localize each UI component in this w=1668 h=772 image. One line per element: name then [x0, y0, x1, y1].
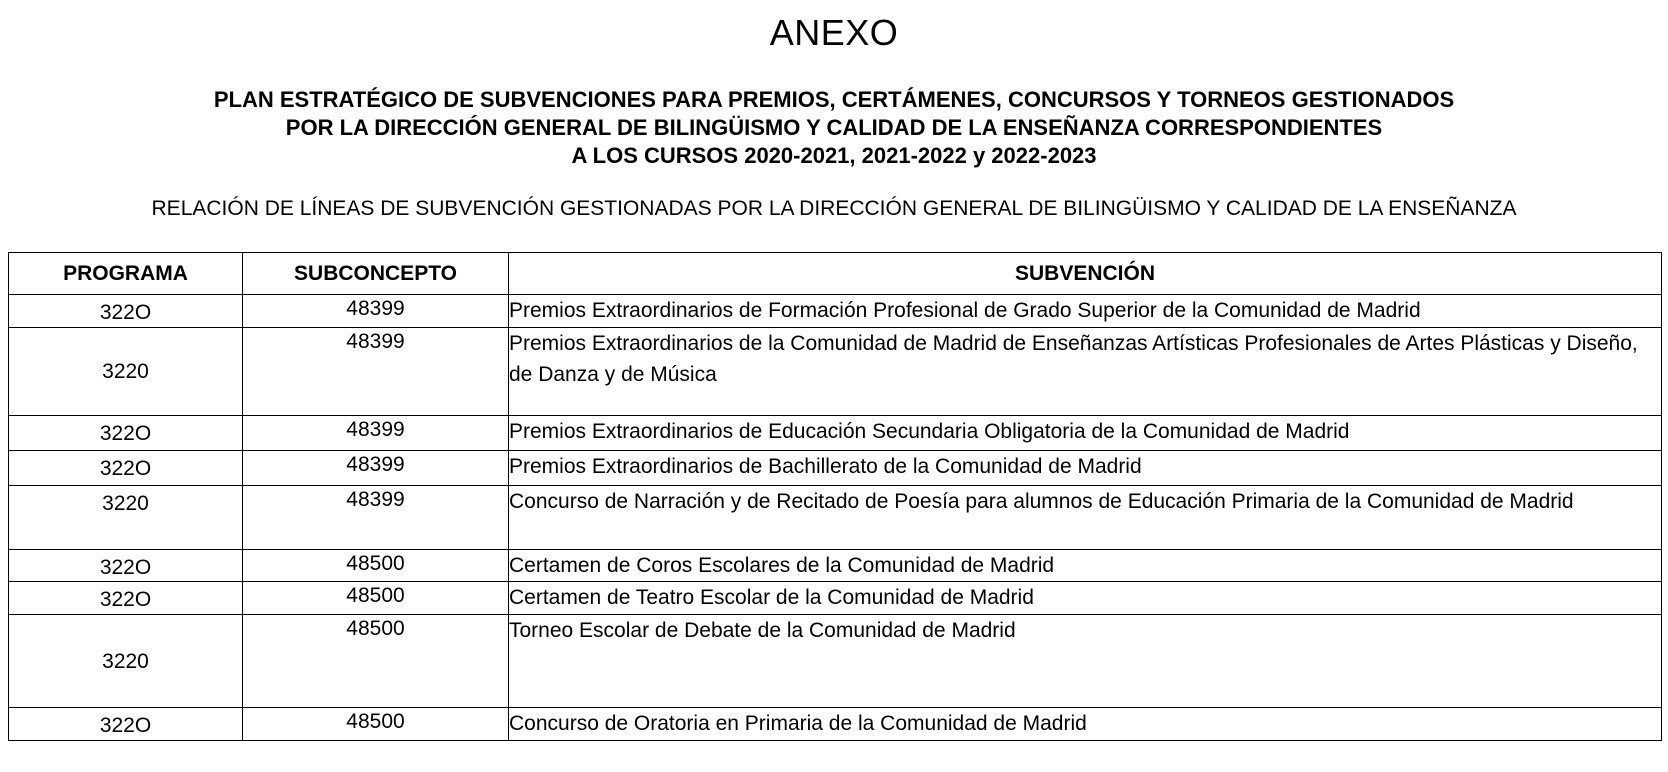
table-row	[9, 328, 1662, 416]
cell-subconcepto: 48399	[243, 451, 509, 486]
cell-subconcepto: 48500	[243, 582, 509, 615]
cell-programa: 3220	[9, 486, 243, 550]
header-subvencion: SUBVENCIÓN	[509, 253, 1662, 295]
table-row	[9, 550, 1662, 582]
table-row	[9, 295, 1662, 328]
cell-programa: 322O	[9, 708, 243, 741]
cell-programa: 3220	[9, 328, 243, 416]
header-subconcepto: SUBCONCEPTO	[243, 253, 509, 295]
table-row	[9, 486, 1662, 550]
cell-subconcepto: 48399	[243, 295, 509, 328]
cell-programa: 322O	[9, 416, 243, 451]
cell-subconcepto: 48500	[243, 550, 509, 582]
table-row	[9, 615, 1662, 708]
cell-programa: 3220	[9, 615, 243, 708]
plan-title-line: A LOS CURSOS 2020-2021, 2021-2022 y 2022-2023	[571, 143, 1097, 168]
cell-subconcepto: 48399	[243, 416, 509, 451]
cell-subvencion: Premios Extraordinarios de Educación Secundaria Obligatoria de la Comunidad de Madrid	[509, 416, 1662, 451]
cell-programa: 322O	[9, 451, 243, 486]
cell-subvencion: Certamen de Teatro Escolar de la Comunidad de Madrid	[509, 582, 1662, 615]
table-row	[9, 708, 1662, 741]
cell-subvencion: Concurso de Narración y de Recitado de Poesía para alumnos de Educación Primaria de la Comunidad de Madrid	[509, 486, 1662, 550]
cell-programa: 322O	[9, 550, 243, 582]
table-header-row	[9, 253, 1662, 295]
table-row	[9, 582, 1662, 615]
cell-programa: 322O	[9, 582, 243, 615]
subsidy-table	[8, 252, 1662, 741]
plan-title	[0, 86, 1668, 170]
cell-subconcepto: 48399	[243, 486, 509, 550]
cell-subvencion: Premios Extraordinarios de la Comunidad de Madrid de Enseñanzas Artísticas Profesionales de Artes Plásticas y Diseño, de Danza y de Música	[509, 328, 1662, 416]
header-programa: PROGRAMA	[9, 253, 243, 295]
cell-subconcepto: 48500	[243, 615, 509, 708]
cell-subvencion: Premios Extraordinarios de Formación Profesional de Grado Superior de la Comunidad de Madrid	[509, 295, 1662, 328]
table-row	[9, 416, 1662, 451]
table-row	[9, 451, 1662, 486]
relation-heading: RELACIÓN DE LÍNEAS DE SUBVENCIÓN GESTIONADAS POR LA DIRECCIÓN GENERAL DE BILINGÜISMO Y CALIDAD DE LA ENSEÑANZA	[151, 197, 1517, 220]
cell-programa: 322O	[9, 295, 243, 328]
plan-title-line: POR LA DIRECCIÓN GENERAL DE BILINGÜISMO Y CALIDAD DE LA ENSEÑANZA CORRESPONDIENTES	[285, 115, 1383, 140]
annex-title: ANEXO	[769, 12, 899, 53]
cell-subvencion: Concurso de Oratoria en Primaria de la Comunidad de Madrid	[509, 708, 1662, 741]
cell-subvencion: Certamen de Coros Escolares de la Comunidad de Madrid	[509, 550, 1662, 582]
cell-subconcepto: 48399	[243, 328, 509, 416]
cell-subvencion: Torneo Escolar de Debate de la Comunidad de Madrid	[509, 615, 1662, 708]
plan-title-line: PLAN ESTRATÉGICO DE SUBVENCIONES PARA PREMIOS, CERTÁMENES, CONCURSOS Y TORNEOS GESTIONADOS	[213, 87, 1455, 112]
cell-subvencion: Premios Extraordinarios de Bachillerato de la Comunidad de Madrid	[509, 451, 1662, 486]
cell-subconcepto: 48500	[243, 708, 509, 741]
